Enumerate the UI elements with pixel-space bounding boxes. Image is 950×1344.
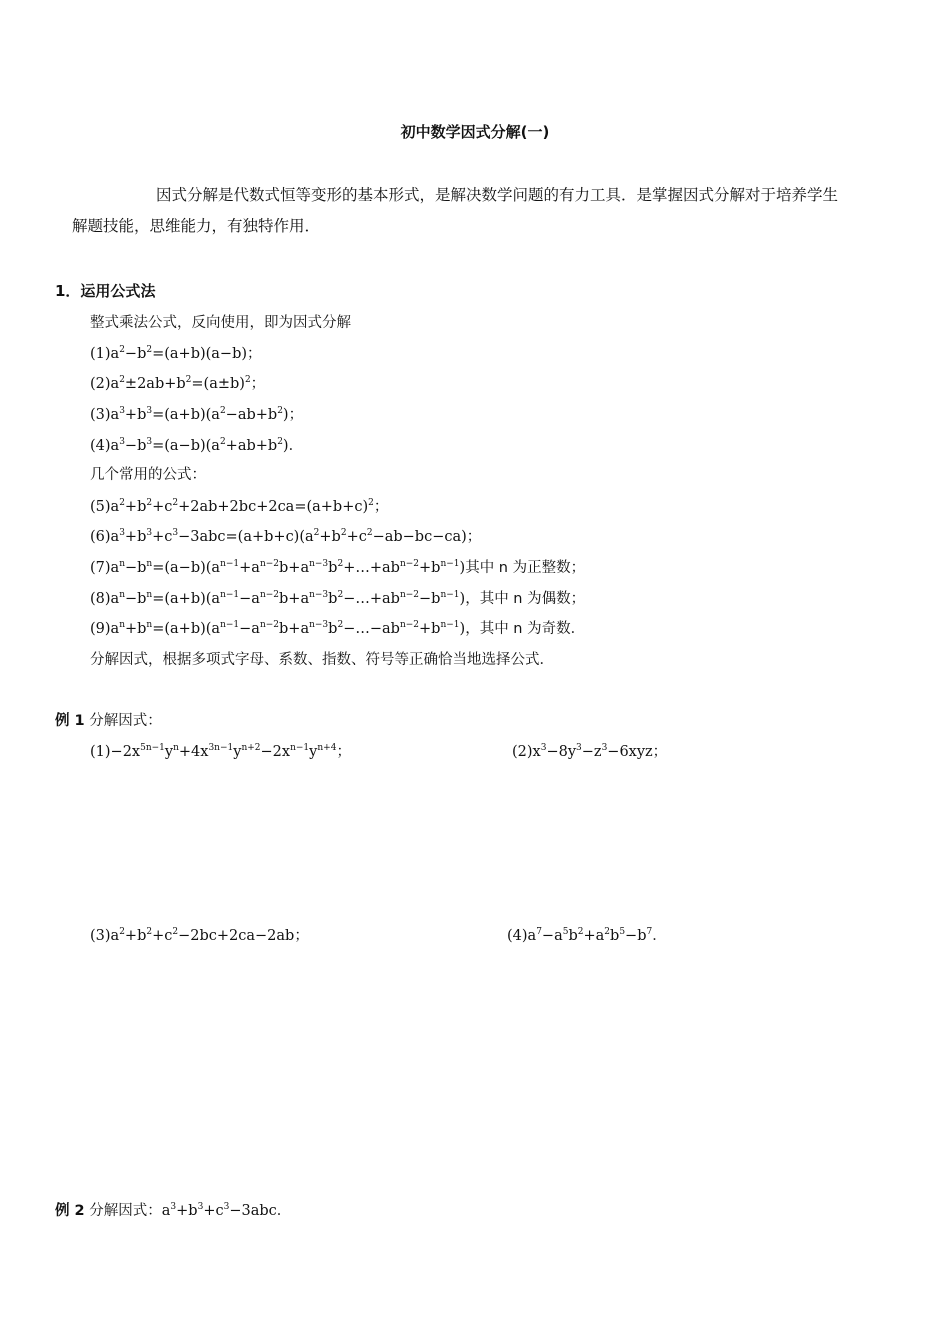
example-1-problem-1: $(1)-2x^{5n-1}y^n+4x^{3n-1}y^{n+2}-2x^{n-1}y^{n+4}$； — [90, 743, 351, 760]
example-1-problem-2: $(2)x^3-8y^3-z^3-6xyz$； — [512, 743, 668, 760]
intro-paragraph — [72, 180, 902, 242]
example-1-text: 分解因式： — [89, 713, 162, 729]
section-heading: 1．运用公式法 — [55, 282, 156, 300]
example-2-label: 例 2 — [55, 1203, 85, 1219]
example-1-label: 例 1 — [55, 713, 85, 729]
section-closing: 分解因式，根据多项式字母、系数、指数、符号等正确恰当地选择公式． — [90, 652, 554, 668]
page-title: 初中数学因式分解(一) — [400, 123, 550, 141]
example-1-problem-4: $(4)a^7-a^5b^2+a^2b^5-b^7$． — [507, 927, 667, 944]
example-1-problem-3: $(3)a^2+b^2+c^2-2bc+2ca-2ab$； — [90, 927, 309, 944]
formula-5: $(5)a^2+b^2+c^2+2ab+2bc+2ca=(a+b+c)^2$； — [90, 498, 389, 515]
common-formulas-label: 几个常用的公式： — [90, 467, 206, 483]
example-2-text: 分解因式： — [89, 1203, 162, 1219]
formula-7: $(7)a^n-b^n=(a-b)(a^{n-1}+a^{n-2}b+a^{n-3}b^2+\dots+ab^{n-2}+b^{n-1})$其中 n 为正整数； — [90, 559, 586, 576]
intro-line-2: 解题技能，思维能力，有独特作用． — [72, 217, 321, 235]
example-2-expression: $a^3+b^3+c^3-3abc$． — [161, 1202, 292, 1219]
example-1-heading — [55, 709, 162, 730]
section-description: 整式乘法公式，反向使用，即为因式分解 — [90, 315, 351, 331]
formula-9: $(9)a^n+b^n=(a+b)(a^{n-1}-a^{n-2}b+a^{n-3}b^2-\dots-ab^{n-2}+b^{n-1})$，其中 n 为奇数． — [90, 620, 586, 637]
formula-1: $(1)a^2-b^2=(a+b)(a-b)$； — [90, 345, 262, 362]
formula-2: $(2)a^2\pm 2ab+b^2=(a\pm b)^2$； — [90, 375, 266, 392]
formula-4: $(4)a^3-b^3=(a-b)(a^2+ab+b^2)$． — [90, 437, 304, 454]
formula-3: $(3)a^3+b^3=(a+b)(a^2-ab+b^2)$； — [90, 406, 304, 423]
formula-8: $(8)a^n-b^n=(a+b)(a^{n-1}-a^{n-2}b+a^{n-3}b^2-\dots+ab^{n-2}-b^{n-1})$，其中 n 为偶数； — [90, 590, 586, 607]
intro-line-1: 因式分解是代数式恒等变形的基本形式，是解决数学问题的有力工具．是掌握因式分解对于培养学生 — [156, 186, 839, 204]
example-2-heading — [55, 1199, 291, 1220]
formula-6: $(6)a^3+b^3+c^3-3abc=(a+b+c)(a^2+b^2+c^2-ab-bc-ca)$； — [90, 528, 482, 545]
